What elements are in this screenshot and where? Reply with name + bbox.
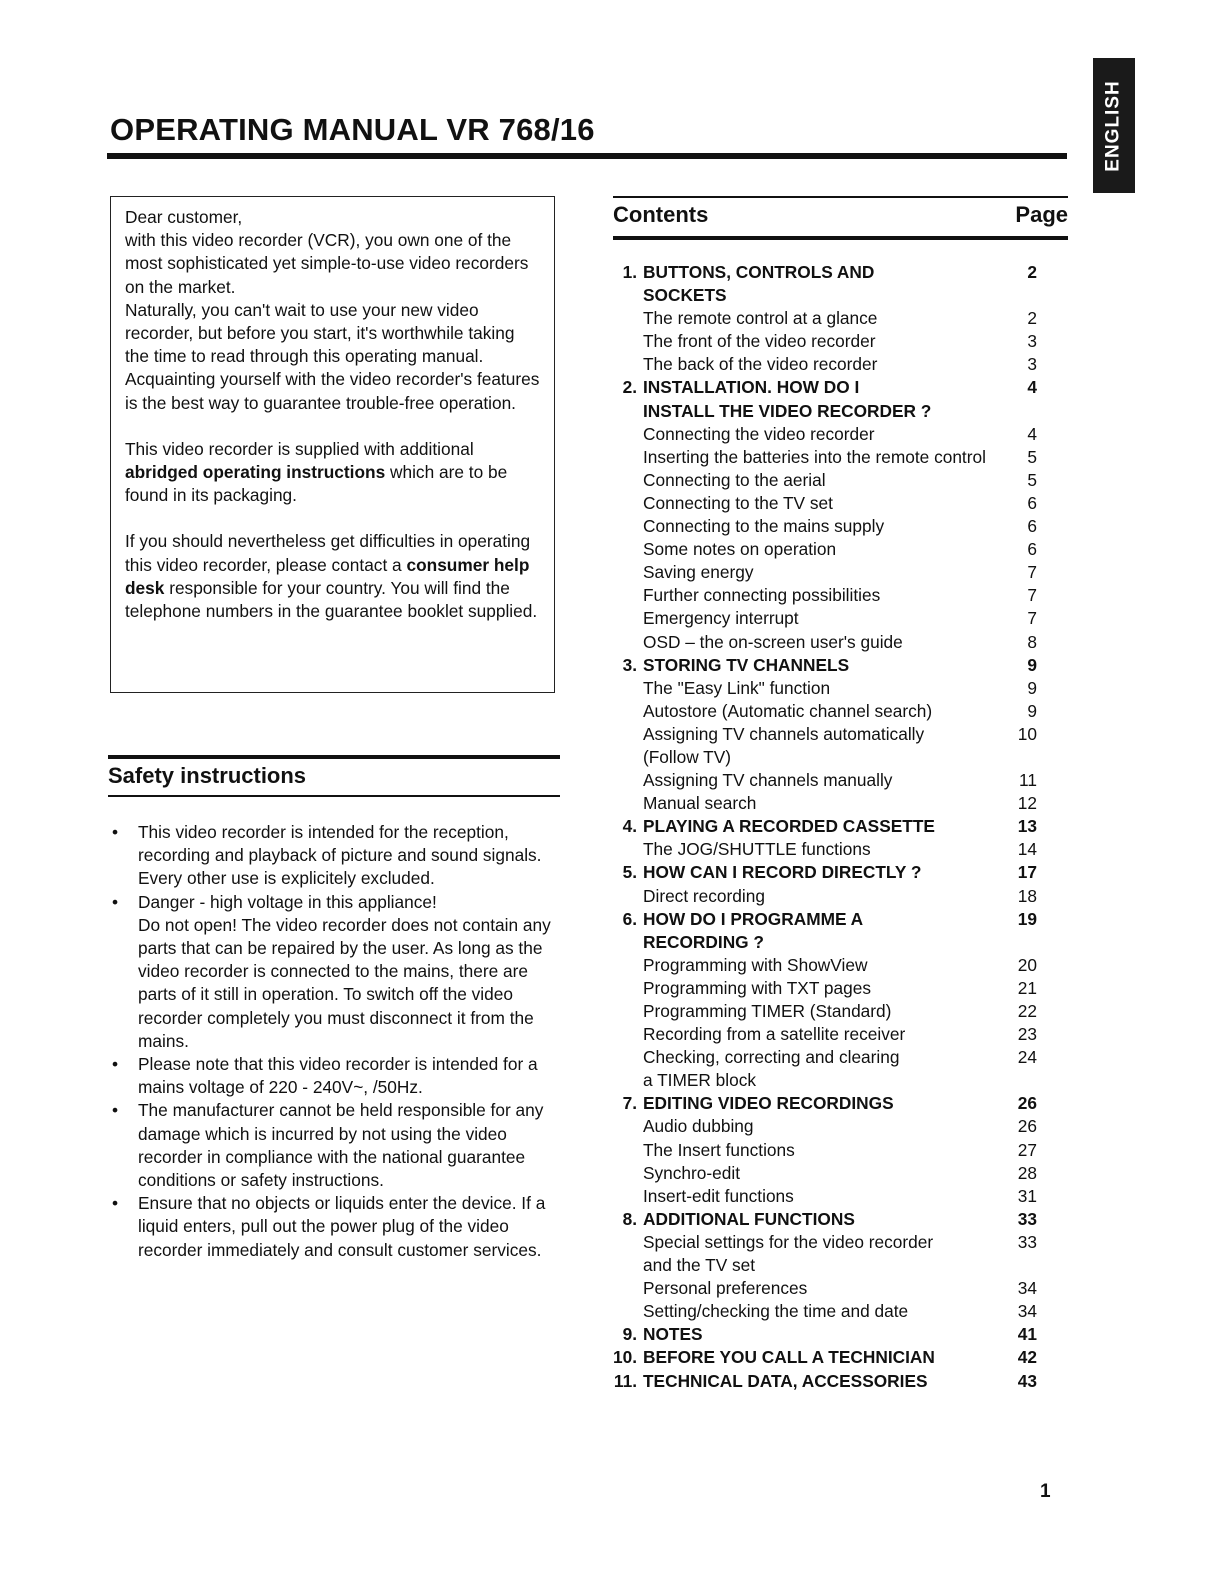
toc-page-number: 4 [1027, 423, 1037, 444]
language-tab-label: ENGLISH [1103, 79, 1125, 172]
toc-title: Programming TIMER (Standard) [643, 1001, 892, 1021]
toc-number: 11. [613, 1370, 637, 1391]
toc-entry-row [605, 1277, 1037, 1300]
intro-p3-text: If you should nevertheless get difficulties in operating this video recorder, please contact a [125, 531, 531, 575]
toc-title: Connecting to the aerial [643, 469, 826, 490]
toc-page-number: 5 [1027, 446, 1037, 467]
toc-number: 3. [622, 654, 637, 675]
toc-title: The back of the video recorder [643, 354, 878, 375]
toc-entry-row [605, 607, 1037, 630]
toc-page-number: 6 [1027, 492, 1037, 513]
toc-entry-row [605, 1000, 1037, 1023]
toc-page-number: 12 [1017, 793, 1037, 814]
toc-title: Setting/checking the time and date [643, 1301, 909, 1322]
toc-entry-row [605, 330, 1037, 353]
toc-page-number: 5 [1027, 469, 1037, 490]
contents-heading: Contents [613, 202, 709, 227]
contents-page-label: Page [1015, 202, 1068, 227]
toc-page-number: 43 [1017, 1370, 1037, 1391]
toc-entry-row [605, 515, 1037, 538]
toc-page-number: 7 [1027, 608, 1037, 629]
toc-title: The "Easy Link" function [643, 677, 831, 698]
page-title: OPERATING MANUAL VR 768/16 [110, 112, 595, 147]
toc-entry-row [605, 1046, 1037, 1092]
toc-title: EDITING VIDEO RECORDINGS [643, 1093, 894, 1114]
safety-heading: Safety instructions [108, 763, 307, 788]
toc-page-number: 34 [1017, 1278, 1037, 1299]
toc-title: INSTALLATION. HOW DO I INSTALL THE VIDEO RECORDER ? [643, 377, 932, 421]
toc-number: 6. [622, 908, 637, 929]
toc-entry-row [605, 307, 1037, 330]
toc-page-number: 20 [1017, 954, 1037, 975]
toc-entry-row [605, 954, 1037, 977]
safety-rule-bottom [108, 795, 560, 797]
toc-entry-row [605, 446, 1037, 469]
toc-page-number: 7 [1027, 562, 1037, 583]
safety-item [110, 891, 560, 1053]
toc-page-number: 23 [1017, 1024, 1037, 1045]
bullet: • [112, 1054, 119, 1075]
toc-title: Further connecting possibilities [643, 585, 881, 606]
intro-p3-text-end: responsible for your country. You will find the telephone numbers in the guarantee booklet supplied. [125, 577, 538, 622]
toc-title: Some notes on operation [643, 539, 837, 560]
toc-entry-row [605, 1023, 1037, 1046]
intro-p2-bold: abridged operating instructions [125, 462, 386, 483]
toc-title: The JOG/SHUTTLE functions [643, 839, 871, 860]
intro-paragraph-3 [125, 530, 540, 623]
toc-section-row [605, 261, 1037, 307]
contents-header [613, 202, 1068, 228]
toc-entry-row [605, 1300, 1037, 1323]
intro-paragraph-1: Dear customer, with this video recorder (VCR), you own one of the most sophisticated yet simple-to-use video recorders on the market. Naturally, you can't wait to use your new video recorder, but before you start, it's worthwhile taking the time to read through this operating manual. Acquainting yourself with the video recorder's features is the best way to guarantee trouble-free operation. [125, 207, 540, 413]
contents-rule-bottom [613, 236, 1068, 240]
toc-page-number: 33 [1017, 1208, 1037, 1229]
toc-section-row [605, 1323, 1037, 1346]
toc-page-number: 22 [1017, 1001, 1037, 1021]
toc-entry-row [605, 492, 1037, 515]
toc-section-row [605, 376, 1037, 422]
toc-entry-row [605, 1231, 1037, 1277]
toc-page-number: 42 [1017, 1347, 1037, 1368]
toc-title: The Insert functions [643, 1139, 795, 1160]
toc-page-number: 17 [1017, 862, 1037, 883]
safety-item [110, 1099, 560, 1192]
toc-page-number: 9 [1027, 654, 1037, 675]
toc-entry-row [605, 1139, 1037, 1162]
page-number: 1 [1040, 1481, 1051, 1502]
toc-section-row [605, 1208, 1037, 1231]
language-tab [1093, 58, 1135, 193]
title-underline [107, 153, 1067, 159]
toc-number: 9. [622, 1324, 637, 1345]
toc-entry-row [605, 677, 1037, 700]
toc-entry-row [605, 977, 1037, 1000]
toc-entry-row [605, 700, 1037, 723]
table-of-contents [605, 261, 1037, 1393]
toc-title: Assigning TV channels manually [643, 770, 893, 791]
intro-box [110, 196, 555, 693]
toc-title: Recording from a satellite receiver [643, 1024, 906, 1045]
toc-page-number: 24 [1017, 1047, 1037, 1068]
toc-page-number: 9 [1027, 677, 1037, 698]
toc-page-number: 9 [1027, 700, 1037, 721]
toc-entry-row [605, 769, 1037, 792]
toc-page-number: 33 [1017, 1231, 1037, 1252]
intro-p2-text: This video recorder is supplied with additional [125, 438, 474, 459]
intro-paragraph-2 [125, 438, 540, 508]
toc-title: Audio dubbing [643, 1116, 754, 1137]
contents-rule-top [613, 196, 1068, 198]
toc-section-row [605, 815, 1037, 838]
toc-title: HOW CAN I RECORD DIRECTLY ? [643, 862, 922, 883]
toc-title: Connecting to the TV set [643, 492, 833, 513]
toc-number: 2. [622, 377, 637, 398]
toc-page-number: 4 [1027, 377, 1037, 398]
toc-entry-row [605, 561, 1037, 584]
toc-title: Special settings for the video recorder and the TV set [643, 1231, 934, 1276]
toc-section-row [605, 1092, 1037, 1115]
toc-number: 5. [622, 862, 637, 883]
toc-title: The remote control at a glance [643, 308, 878, 329]
toc-section-row [605, 861, 1037, 884]
toc-number: 8. [622, 1208, 637, 1229]
toc-number: 1. [622, 262, 637, 282]
toc-title: TECHNICAL DATA, ACCESSORIES [643, 1370, 928, 1391]
toc-page-number: 3 [1027, 354, 1037, 375]
toc-entry-row [605, 353, 1037, 376]
toc-title: Assigning TV channels automatically (Follow TV) [643, 723, 925, 767]
safety-item-text: The manufacturer cannot be held responsible for any damage which is incurred by not using the video recorder in compliance with the national guarantee conditions or safety instructions. [138, 1100, 544, 1191]
toc-title: Programming with ShowView [643, 954, 868, 975]
toc-page-number: 2 [1027, 262, 1037, 282]
toc-page-number: 21 [1017, 977, 1037, 998]
toc-entry-row [605, 1162, 1037, 1185]
toc-page-number: 3 [1027, 331, 1037, 352]
toc-title: Insert-edit functions [643, 1185, 794, 1206]
toc-page-number: 31 [1017, 1185, 1037, 1206]
bullet: • [112, 891, 119, 912]
toc-title: Checking, correcting and clearing a TIMER block [643, 1047, 900, 1091]
toc-page-number: 8 [1027, 631, 1037, 652]
toc-page-number: 27 [1017, 1139, 1037, 1160]
toc-section-row [605, 1370, 1037, 1393]
toc-page-number: 26 [1017, 1116, 1037, 1137]
toc-page-number: 18 [1017, 885, 1037, 906]
safety-item [110, 1192, 560, 1262]
toc-entry-row [605, 631, 1037, 654]
bullet: • [112, 822, 119, 842]
toc-page-number: 14 [1017, 839, 1037, 860]
toc-title: BUTTONS, CONTROLS AND SOCKETS [643, 262, 875, 306]
toc-title: Programming with TXT pages [643, 977, 871, 998]
safety-item-text: Please note that this video recorder is intended for a mains voltage of 220 - 240V~, /50Hz. [138, 1054, 538, 1098]
toc-entry-row [605, 885, 1037, 908]
toc-page-number: 10 [1017, 723, 1037, 744]
toc-page-number: 13 [1017, 816, 1037, 837]
toc-page-number: 19 [1017, 908, 1037, 929]
toc-title: Emergency interrupt [643, 608, 799, 629]
toc-title: Direct recording [643, 885, 765, 906]
toc-entry-row [605, 538, 1037, 561]
toc-page-number: 26 [1017, 1093, 1037, 1114]
bullet: • [112, 1100, 119, 1121]
toc-page-number: 2 [1027, 308, 1037, 329]
safety-item-text: This video recorder is intended for the reception, recording and playback of picture and sound signals. Every other use is explicitely excluded. [138, 822, 542, 889]
safety-item-text: Ensure that no objects or liquids enter the device. If a liquid enters, pull out the power plug of the video recorder immediately and consult customer services. [138, 1193, 546, 1260]
toc-title: PLAYING A RECORDED CASSETTE [643, 816, 935, 837]
safety-item-text: Danger - high voltage in this appliance! Do not open! The video recorder does not contain any parts that can be repaired by the user. As long as the video recorder is connected to the mains, there are parts of it still in operation. To switch off the video recorder completely you must disconnect it from the mains. [138, 891, 551, 1051]
toc-title: STORING TV CHANNELS [643, 654, 850, 675]
toc-section-row [605, 908, 1037, 954]
toc-page-number: 6 [1027, 539, 1037, 560]
toc-section-row [605, 1346, 1037, 1369]
toc-title: ADDITIONAL FUNCTIONS [643, 1208, 855, 1229]
toc-entry-row [605, 1115, 1037, 1138]
toc-page-number: 11 [1019, 770, 1037, 791]
toc-title: The front of the video recorder [643, 331, 876, 352]
toc-entry-row [605, 1185, 1037, 1208]
toc-page-number: 28 [1017, 1162, 1037, 1183]
toc-entry-row [605, 723, 1037, 769]
intro-p2-text-end: which are to be found in its packaging. [125, 462, 508, 506]
toc-title: Synchro-edit [643, 1162, 741, 1183]
safety-rule-top [108, 755, 560, 759]
toc-page-number: 6 [1027, 516, 1037, 537]
toc-title: Manual search [643, 793, 757, 814]
toc-title: Autostore (Automatic channel search) [643, 700, 933, 721]
toc-number: 10. [612, 1347, 637, 1368]
toc-page-number: 34 [1017, 1301, 1037, 1322]
safety-item [110, 821, 560, 891]
toc-title: Personal preferences [643, 1278, 808, 1299]
intro-p3-bold: consumer help desk [125, 554, 530, 598]
toc-number: 4. [622, 816, 637, 837]
toc-title: Connecting to the mains supply [643, 516, 885, 537]
toc-title: OSD – the on-screen user's guide [643, 631, 903, 652]
toc-page-number: 41 [1017, 1324, 1037, 1345]
toc-entry-row [605, 584, 1037, 607]
toc-number: 7. [622, 1093, 637, 1114]
toc-title: NOTES [643, 1324, 703, 1345]
toc-entry-row [605, 423, 1037, 446]
safety-item [110, 1053, 560, 1099]
toc-entry-row [605, 838, 1037, 861]
toc-page-number: 7 [1027, 585, 1037, 606]
safety-list [110, 821, 560, 1262]
toc-title: Connecting the video recorder [643, 423, 875, 444]
toc-title: Saving energy [643, 562, 754, 583]
toc-title: BEFORE YOU CALL A TECHNICIAN [643, 1347, 935, 1368]
toc-entry-row [605, 792, 1037, 815]
toc-title: HOW DO I PROGRAMME A RECORDING ? [643, 908, 864, 952]
bullet: • [112, 1193, 119, 1214]
toc-section-row [605, 654, 1037, 677]
toc-entry-row [605, 469, 1037, 492]
toc-title: Inserting the batteries into the remote control [643, 446, 986, 467]
